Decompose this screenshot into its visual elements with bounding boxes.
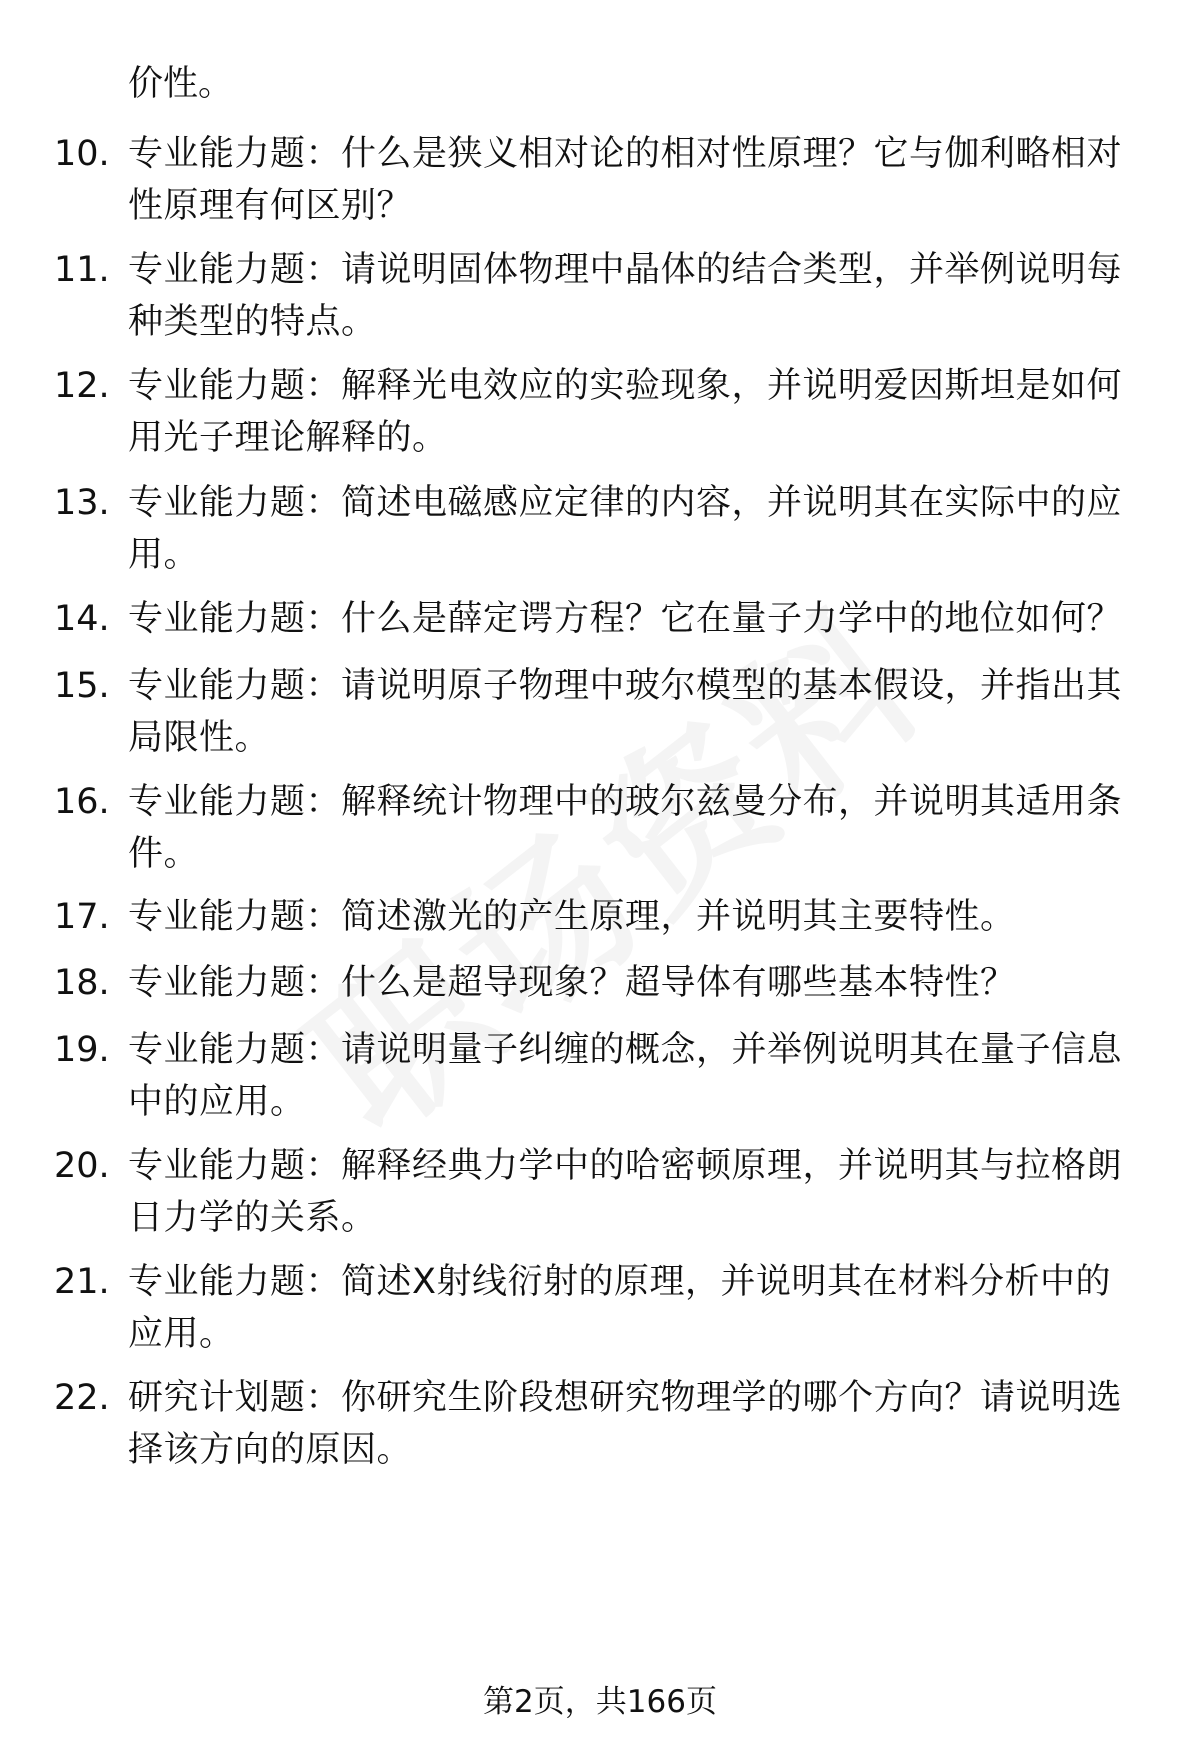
question-text: 研究计划题：你研究生阶段想研究物理学的哪个方向？请说明选择该方向的原因。 <box>128 1378 1123 1470</box>
question-number: 21. <box>54 1262 110 1302</box>
question-number: 10. <box>54 134 110 174</box>
question-number: 12. <box>54 366 110 406</box>
question-text: 专业能力题：简述X射线衍射的原理，并说明其在材料分析中的应用。 <box>128 1262 1111 1354</box>
question-text: 专业能力题：什么是狭义相对论的相对性原理？它与伽利略相对性原理有何区别？ <box>128 134 1123 226</box>
question-text: 专业能力题：请说明原子物理中玻尔模型的基本假设，并指出其局限性。 <box>128 666 1123 758</box>
question-number: 15. <box>54 666 110 706</box>
question-text: 专业能力题：简述电磁感应定律的内容，并说明其在实际中的应用。 <box>128 483 1123 575</box>
question-number: 19. <box>54 1030 110 1070</box>
question-text: 专业能力题：解释经典力学中的哈密顿原理，并说明其与拉格朗日力学的关系。 <box>128 1146 1123 1238</box>
question-number: 11. <box>54 250 110 290</box>
question-number: 13. <box>54 483 110 523</box>
question-number: 14. <box>54 599 110 639</box>
question-text: 专业能力题：什么是超导现象？超导体有哪些基本特性？ <box>128 963 1016 1003</box>
question-number: 22. <box>54 1378 110 1418</box>
question-text: 专业能力题：解释光电效应的实验现象，并说明爱因斯坦是如何用光子理论解释的。 <box>128 366 1123 458</box>
continuation-text: 价性。 <box>128 64 234 104</box>
question-text: 专业能力题：请说明量子纠缠的概念，并举例说明其在量子信息中的应用。 <box>128 1030 1123 1122</box>
page-number-footer: 第2页，共166页 <box>483 1684 717 1720</box>
question-text: 专业能力题：请说明固体物理中晶体的结合类型，并举例说明每种类型的特点。 <box>128 250 1123 342</box>
question-number: 17. <box>54 897 110 937</box>
question-number: 16. <box>54 782 110 822</box>
question-number: 20. <box>54 1146 110 1186</box>
question-text: 专业能力题：简述激光的产生原理，并说明其主要特性。 <box>128 897 1016 937</box>
question-text: 专业能力题：什么是薛定谔方程？它在量子力学中的地位如何？ <box>128 599 1123 639</box>
question-text: 专业能力题：解释统计物理中的玻尔兹曼分布，并说明其适用条件。 <box>128 782 1123 874</box>
question-number: 18. <box>54 963 110 1003</box>
